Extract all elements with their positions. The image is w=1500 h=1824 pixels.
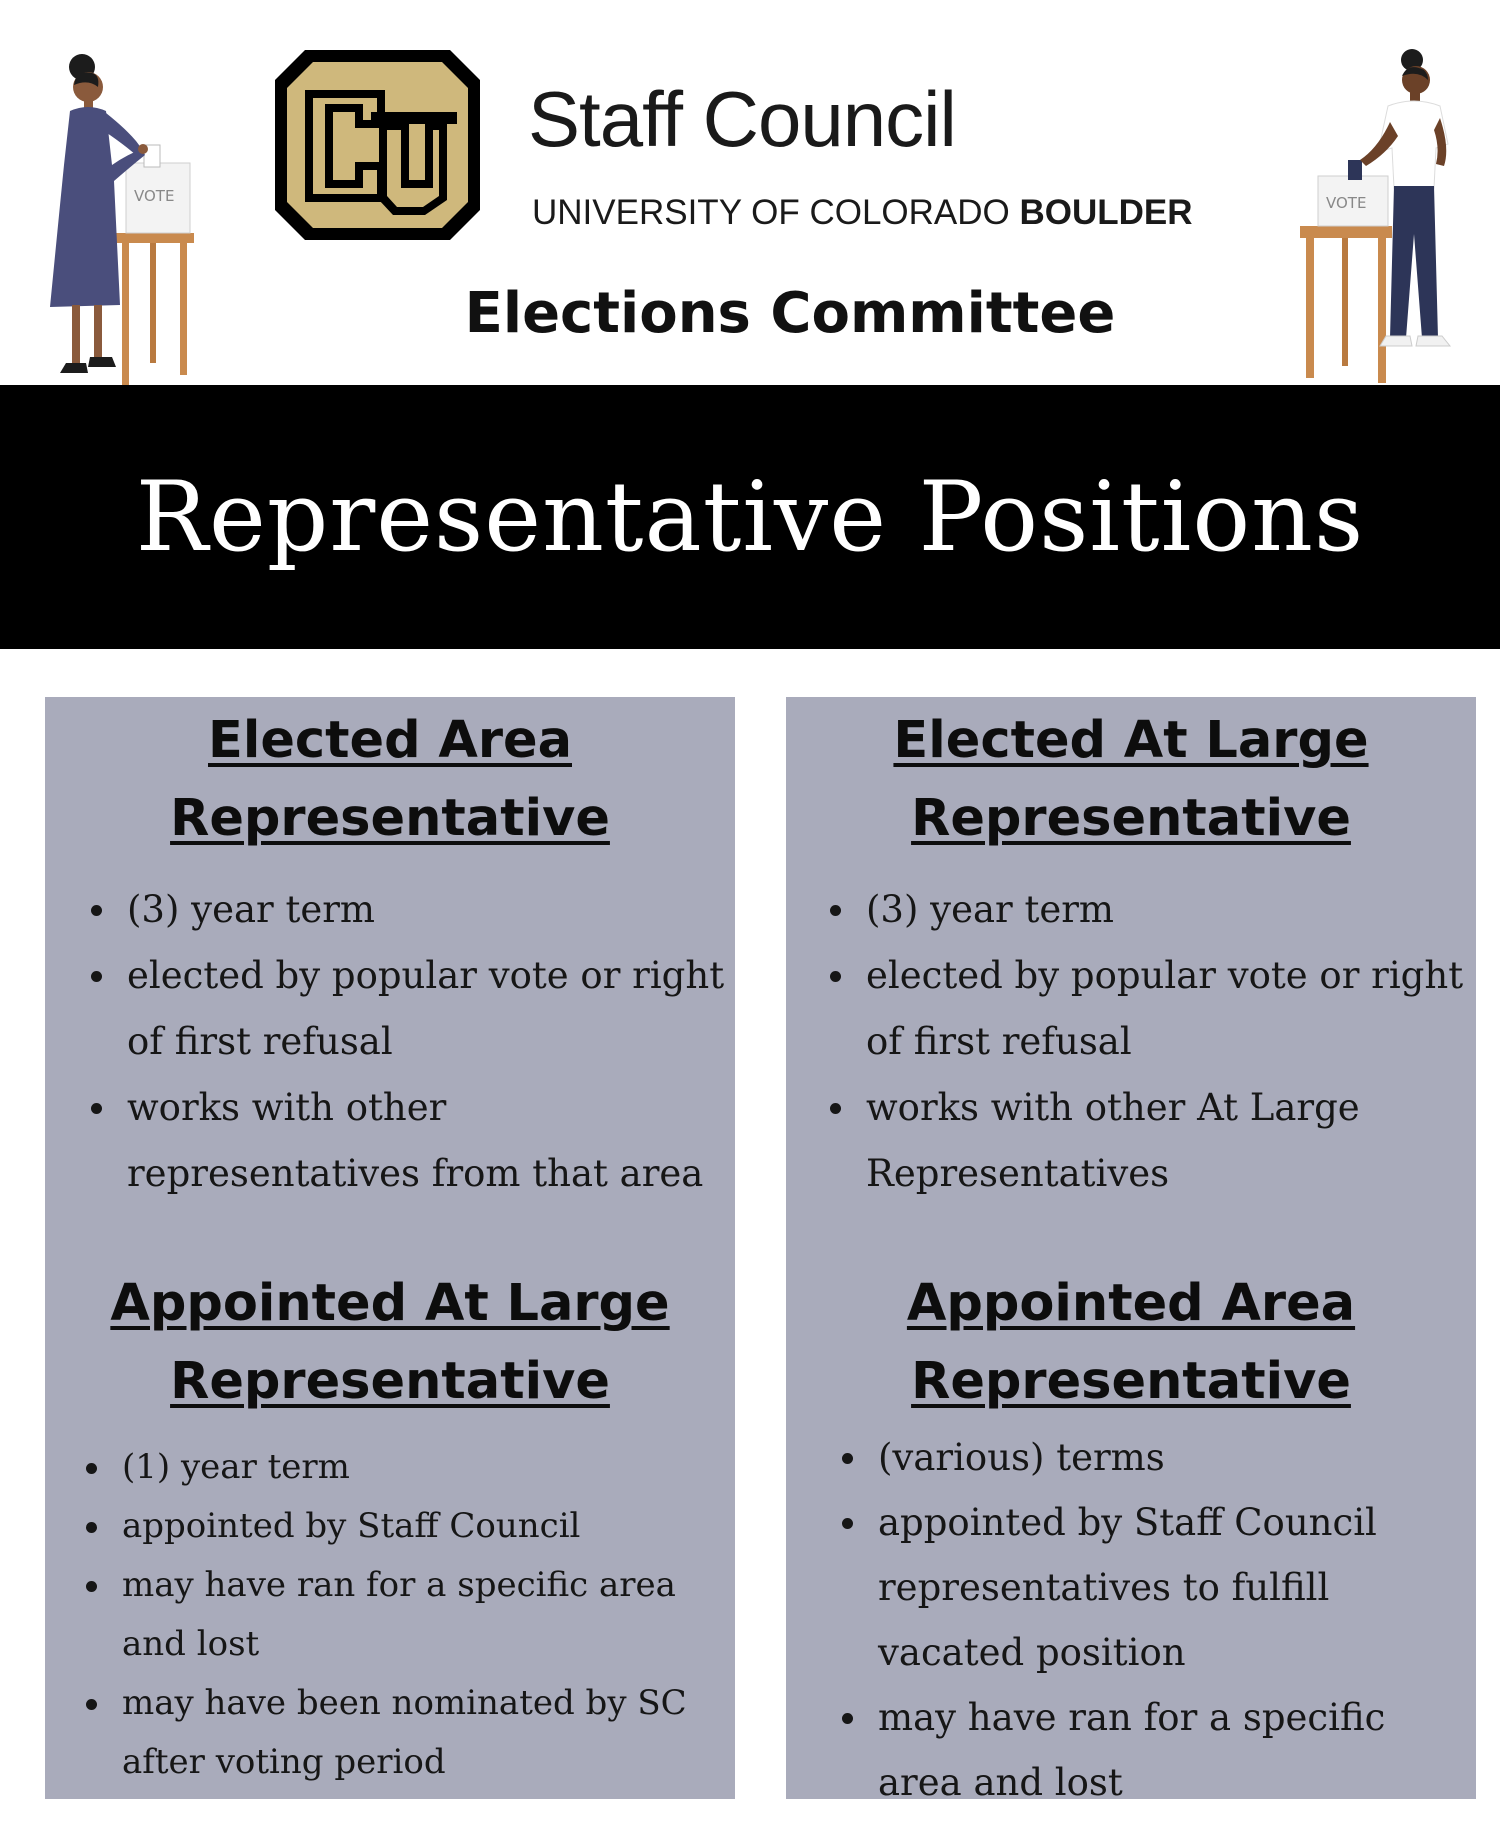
bullet-list bbox=[838, 1425, 1468, 1815]
man-voting-illustration bbox=[1290, 48, 1480, 385]
bullet-item: appointed by Staff Council representatives to fulfill vacated position bbox=[838, 1490, 1468, 1685]
header bbox=[0, 0, 1500, 385]
bullet-item: (1) year term bbox=[82, 1438, 727, 1497]
panel-title bbox=[45, 702, 735, 858]
title-banner bbox=[0, 385, 1500, 649]
panel-title-line2: Representative bbox=[170, 1352, 610, 1411]
bullet-list bbox=[82, 1438, 727, 1792]
bullet-item: (3) year term bbox=[826, 877, 1466, 943]
bullet-item: elected by popular vote or right of first refusal bbox=[87, 943, 727, 1075]
bullet-item: appointed by Staff Council bbox=[82, 1497, 727, 1556]
university-name-prefix: UNIVERSITY OF COLORADO bbox=[532, 193, 1010, 232]
panel-title bbox=[45, 1265, 735, 1421]
woman-voting-illustration bbox=[30, 45, 205, 385]
panel-title-line2: Representative bbox=[911, 789, 1351, 848]
bullet-item: (3) year term bbox=[87, 877, 727, 943]
panel-title-line1: Appointed Area bbox=[906, 1274, 1356, 1333]
panel-elected-area bbox=[45, 697, 735, 1260]
bullet-item: works with other At Large Representatives bbox=[826, 1075, 1466, 1207]
panel-title-line2: Representative bbox=[911, 1352, 1351, 1411]
bullet-list bbox=[826, 877, 1466, 1207]
panel-appointed-at-large bbox=[45, 1260, 735, 1799]
committee-title: Elections Committee bbox=[464, 281, 1116, 346]
panel-title bbox=[786, 1265, 1476, 1421]
staff-council-title: Staff Council bbox=[528, 75, 956, 163]
bullet-item: (various) terms bbox=[838, 1425, 1468, 1490]
bullet-item: may have been nominated by SC after voting period bbox=[82, 1674, 727, 1792]
bullet-item: may have ran for a specific area and lost bbox=[838, 1685, 1468, 1815]
cu-logo-icon bbox=[275, 50, 480, 240]
bullet-list bbox=[87, 877, 727, 1207]
bullet-item: works with other representatives from that area bbox=[87, 1075, 727, 1207]
ballot-box-label: VOTE bbox=[1326, 194, 1367, 212]
panel-title-line1: Appointed At Large bbox=[110, 1274, 670, 1333]
panel-elected-at-large bbox=[786, 697, 1476, 1260]
bullet-item: elected by popular vote or right of first refusal bbox=[826, 943, 1466, 1075]
panel-title bbox=[786, 702, 1476, 858]
bullet-item: may have ran for a specific area and lost bbox=[82, 1556, 727, 1674]
panel-title-line2: Representative bbox=[170, 789, 610, 848]
university-name-bold: BOULDER bbox=[1019, 193, 1193, 232]
panel-title-line1: Elected Area bbox=[208, 711, 572, 770]
banner-title: Representative Positions bbox=[135, 461, 1365, 573]
ballot-box-label: VOTE bbox=[134, 187, 175, 205]
university-name bbox=[532, 195, 1193, 230]
panel-appointed-area bbox=[786, 1260, 1476, 1804]
panel-title-line1: Elected At Large bbox=[893, 711, 1369, 770]
